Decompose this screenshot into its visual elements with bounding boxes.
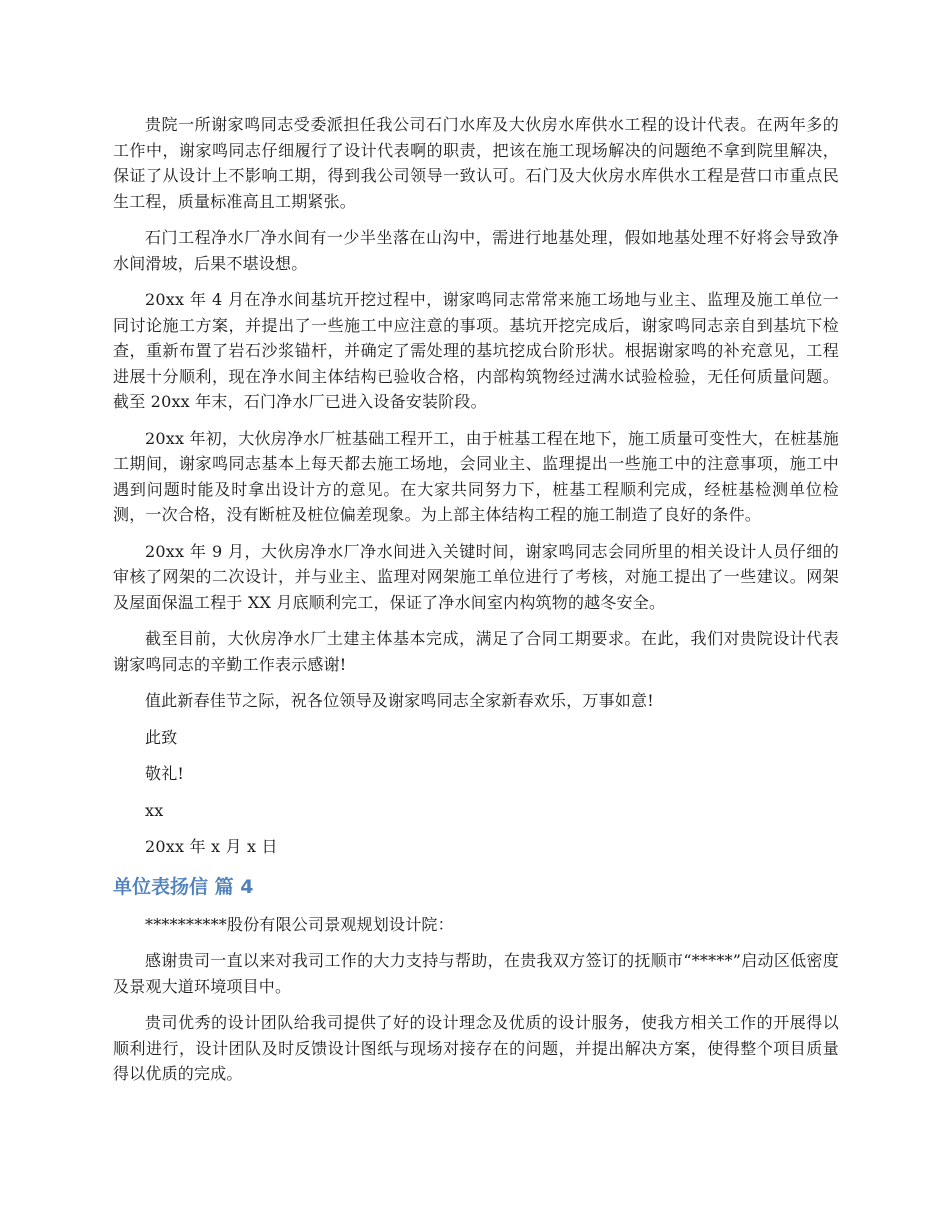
paragraph-foundation: 石门工程净水厂净水间有一少半坐落在山沟中，需进行地基处理，假如地基处理不好将会导致净水间滑坡，后果不堪设想。 (113, 228, 839, 273)
paragraph-intro: 贵院一所谢家鸣同志受委派担任我公司石门水库及大伙房水库供水工程的设计代表。在两年多的工作中，谢家鸣同志仔细履行了设计代表啊的职责，把该在施工现场解决的问题绝不拿到院里解决，保证了从设计上不影响工期，得到我公司领导一致认可。石门及大伙房水库供水工程是营口市重点民生工程，质量标准高且工期紧张。 (113, 115, 839, 211)
signature-date: 20xx 年 x 月 x 日 (145, 837, 278, 856)
document-page (113, 112, 839, 1098)
closing-jingli: 敬礼! (145, 764, 185, 783)
salutation: **********股份有限公司景观规划设计院： (145, 914, 454, 934)
closing-cizhi: 此致 (145, 727, 178, 747)
signature-name: xx (145, 800, 164, 820)
paragraph-greeting: 值此新春佳节之际，祝各位领导及谢家鸣同志全家新春欢乐，万事如意! (145, 691, 654, 710)
paragraph-september: 20xx 年 9 月，大伙房净水厂净水间进入关键时间，谢家鸣同志会同所里的相关设计人员仔细的审核了网架的二次设计，并与业主、监理对网架施工单位进行了考核，对施工提出了一些建议。网架及屋面保温工程于 XX 月底顺利完工，保证了净水间室内构筑物的越冬安全。 (113, 541, 839, 612)
paragraph-thanks: 截至目前，大伙房净水厂土建主体基本完成，满足了合同工期要求。在此，我们对贵院设计代表谢家鸣同志的辛勤工作表示感谢! (113, 629, 839, 674)
paragraph-pile-foundation: 20xx 年初，大伙房净水厂桩基础工程开工，由于桩基工程在地下，施工质量可变性大，在桩基施工期间，谢家鸣同志基本上每天都去施工场地，会同业主、监理提出一些施工中的注意事项，施工中遇到问题时能及时拿出设计方的意见。在大家共同努力下，桩基工程顺利完成，经桩基检测单位检测，一次合格，没有断桩及桩位偏差现象。为上部主体结构工程的施工制造了良好的条件。 (113, 428, 839, 524)
paragraph-gratitude: 感谢贵司一直以来对我司工作的大力支持与帮助，在贵我双方签订的抚顺市“*****”启动区低密度及景观大道环境项目中。 (113, 951, 839, 996)
paragraph-design-team: 贵司优秀的设计团队给我司提供了好的设计理念及优质的设计服务，使我方相关工作的开展得以顺利进行，设计团队及时反馈设计图纸与现场对接存在的问题，并提出解决方案，使得整个项目质量得以优质的完成。 (113, 1013, 839, 1083)
paragraph-april: 20xx 年 4 月在净水间基坑开挖过程中，谢家鸣同志常常来施工场地与业主、监理及施工单位一同讨论施工方案，并提出了一些施工中应注意的事项。基坑开挖完成后，谢家鸣同志亲自到基坑下检查，重新布置了岩石沙浆锚杆，并确定了需处理的基坑挖成台阶形状。根据谢家鸣的补充意见，工程进展十分顺利，现在净水间主体结构已验收合格，内部构筑物经过满水试验检验，无任何质量问题。截至 20xx 年末，石门净水厂已进入设备安装阶段。 (113, 290, 839, 411)
section-heading: 单位表扬信 篇 4 (113, 875, 254, 898)
